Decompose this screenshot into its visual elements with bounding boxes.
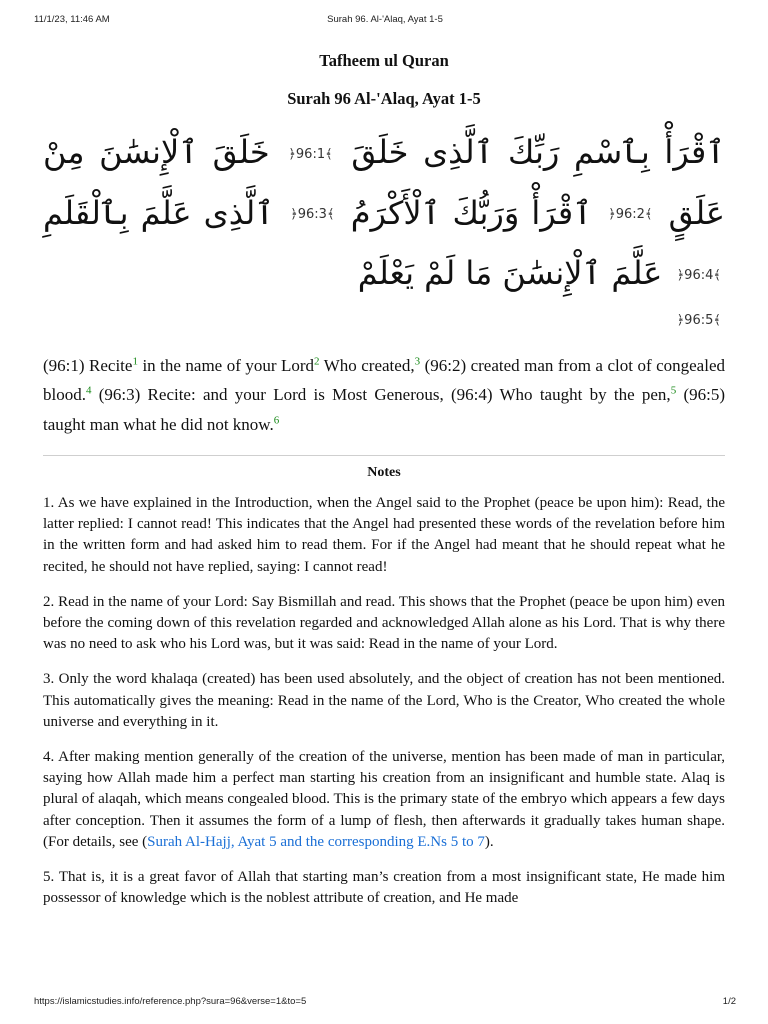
translation-text: Who created,	[319, 355, 415, 375]
page-content	[43, 50, 725, 923]
ayah-marker-5: ﴿96:5﴾	[676, 312, 721, 328]
notes-list	[43, 493, 725, 909]
ayah-marker-4: ﴿96:4﴾	[676, 267, 721, 283]
footnote-link-1[interactable]: 1	[132, 354, 138, 367]
footnote-link-5[interactable]: 5	[670, 384, 677, 397]
note-3: 3. Only the word khalaqa (created) has been used absolutely, and the object of creation has not been mentioned. This automatically gives the meaning: Read in the name of the Lord, Who is the Creator, Who created the whole universe and everything in it.	[43, 671, 725, 730]
ayah-marker-3: ﴿96:3﴾	[290, 207, 335, 222]
print-timestamp: 11/1/23, 11:46 AM	[34, 14, 110, 25]
translation-text: (96:3) Recite: and your Lord is Most Generous, (96:4) Who taught by the pen,	[91, 385, 671, 404]
note-4-text: 4. After making mention generally of the creation of the universe, mention has been made of man in particular, saying how Allah made him a perfect man starting his creation from an insignificant and humble state. Alaq is plural of alaqah, which means congealed blood. This is the primary state of the embryo which appears a few days after conception. Then it assumes the form of a lump of flesh, then afterwards it gradually takes human shape. (For details, see (	[43, 749, 725, 850]
footnote-link-4[interactable]: 4	[85, 384, 92, 397]
ayah-marker-1: ﴿96:1﴾	[288, 146, 333, 162]
footnote-link-3[interactable]: 3	[414, 354, 421, 367]
note-4-end: ).	[484, 833, 494, 850]
footnote-link-6[interactable]: 6	[273, 413, 280, 426]
ayah-marker-2: ﴿96:2﴾	[608, 207, 653, 222]
site-title: Tafheem ul Quran	[319, 51, 449, 70]
arabic-verses	[43, 123, 725, 337]
surah-al-hajj-link[interactable]: Surah Al-Hajj, Ayat 5 and the corresponding E.Ns 5 to 7	[147, 833, 485, 850]
translation-text: (96:2) created man from a clot of congealed blood.	[43, 355, 725, 404]
notes-heading: Notes	[367, 465, 401, 480]
arabic-ayah-1: ٱقْرَأْ بِٱسْمِ رَبِّكَ ٱلَّذِى خَلَقَ	[351, 133, 726, 171]
note-5: 5. That is, it is a great favor of Allah that starting man’s creation from a most insignificant state, He made him possessor of knowledge which is the noblest attribute of creation, and He made	[43, 869, 725, 907]
translation-paragraph	[43, 351, 725, 440]
print-url: https://islamicstudies.info/reference.php?sura=96&verse=1&to=5	[34, 996, 307, 1007]
note-2: 2. Read in the name of your Lord: Say Bismillah and read. This shows that the Prophet (peace be upon him) even before the coming down of this revelation regarded and acknowledged Allah alone as his Lord. That is why there was no need to ask who his Lord was, but it was said: Read in the name of your Lord.	[43, 593, 725, 653]
arabic-ayah-5: عَلَّمَ ٱلْإِنسَٰنَ مَا لَمْ يَعْلَمْ	[357, 254, 663, 292]
section-divider	[43, 455, 725, 456]
ayah-marker-row	[43, 305, 725, 337]
arabic-ayah-2: خَلَقَ ٱلْإِنسَٰنَ مِنْ عَلَقٍ	[43, 133, 726, 232]
print-page-number: 1/2	[722, 996, 736, 1007]
translation-text: (96:5) taught man what he did not know.	[43, 385, 725, 434]
surah-title: Surah 96 Al-'Alaq, Ayat 1-5	[287, 89, 481, 108]
note-4	[43, 747, 725, 853]
translation-text: (96:1) Recite	[43, 355, 133, 375]
footnote-link-2[interactable]: 2	[314, 354, 320, 367]
arabic-ayah-4: ٱلَّذِى عَلَّمَ بِٱلْقَلَمِ	[43, 193, 275, 232]
translation-text: in the name of your Lord	[137, 355, 315, 375]
print-page-title: Surah 96. Al-'Alaq, Ayat 1-5	[327, 14, 443, 25]
note-1: 1. As we have explained in the Introduction, when the Angel said to the Prophet (peace be upon him): Read, the latter replied: I cannot read! This indicates that the Angel had presented these words of the revelation before him in the written form and had asked him to read them. For if the Angel had meant that he should repeat what he recited, he should not have replied, saying: I cannot read!	[43, 495, 725, 575]
arabic-ayah-3: ٱقْرَأْ وَرَبُّكَ ٱلْأَكْرَمُ	[350, 193, 592, 232]
